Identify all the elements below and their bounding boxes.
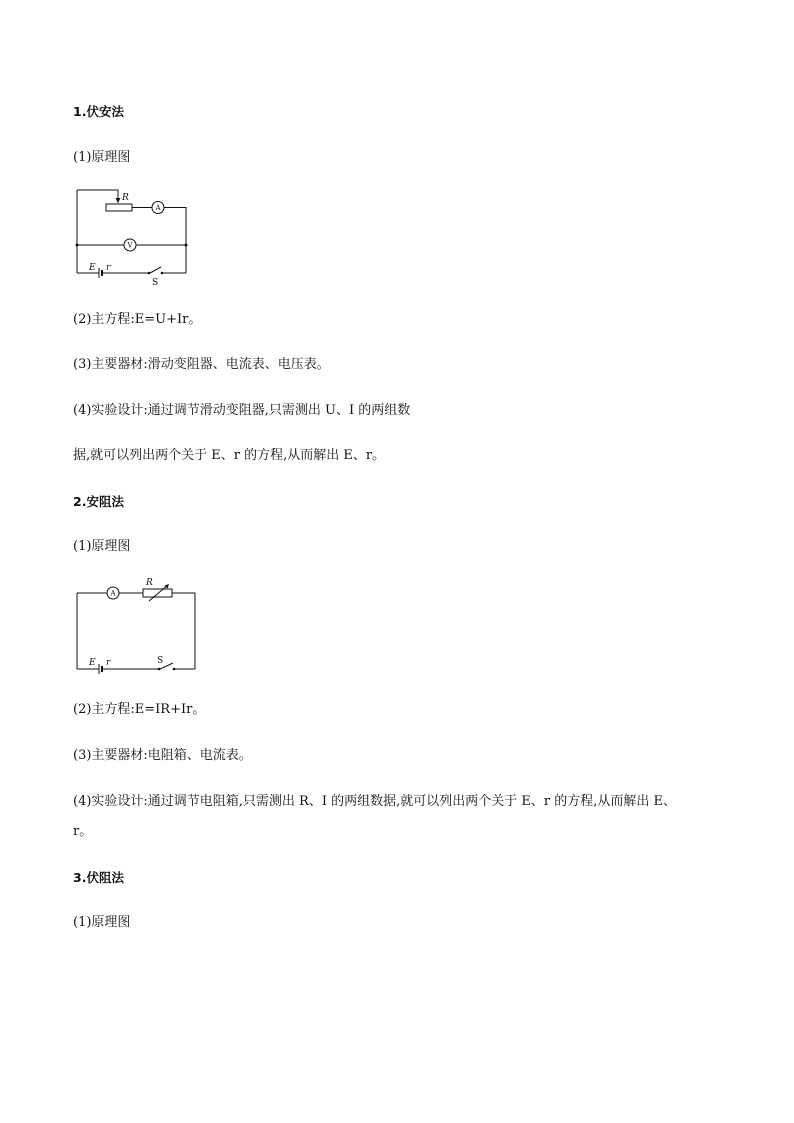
section-2-heading: 2.安阻法 bbox=[73, 494, 124, 509]
section-3-diagram-label: (1)原理图 bbox=[73, 915, 131, 930]
circuit-diagram-1 bbox=[70, 185, 200, 288]
section-2-diagram-label: (1)原理图 bbox=[73, 539, 131, 554]
section-2-equipment: (3)主要器材:电阻箱、电流表。 bbox=[73, 748, 252, 763]
section-2-design-line-1: (4)实验设计:通过调节电阻箱,只需测出 R、I 的两组数据,就可以列出两个关于 E、r 的方程,从而解出 E、 bbox=[73, 794, 676, 809]
section-3-heading: 3.伏阻法 bbox=[73, 870, 124, 885]
section-1-design-line-1: (4)实验设计:通过调节滑动变阻器,只需测出 U、I 的两组数 bbox=[73, 403, 411, 418]
circuit-2-switch-label: S bbox=[157, 656, 164, 666]
circuit-1-voltmeter-symbol: V bbox=[127, 241, 133, 250]
circuit-1-switch-label: S bbox=[152, 278, 159, 288]
section-1-design-line-2: 据,就可以列出两个关于 E、r 的方程,从而解出 E、r。 bbox=[73, 448, 386, 463]
section-1-equation: (2)主方程:E=U+Ir。 bbox=[73, 312, 202, 327]
section-1-equipment: (3)主要器材:滑动变阻器、电流表、电压表。 bbox=[73, 357, 330, 372]
section-2-equation: (2)主方程:E=IR+Ir。 bbox=[73, 702, 206, 717]
circuit-2-emf-label: E bbox=[89, 658, 96, 668]
circuit-1-ammeter-symbol: A bbox=[155, 204, 161, 212]
section-2-design-line-2: r。 bbox=[73, 824, 93, 839]
circuit-2-ammeter-symbol: A bbox=[110, 589, 116, 598]
section-1-heading: 1.伏安法 bbox=[73, 104, 124, 119]
circuit-2-resistor-label: R bbox=[146, 578, 153, 588]
circuit-1-emf-label: E bbox=[89, 263, 96, 273]
circuit-diagram-2 bbox=[70, 575, 200, 675]
section-1-diagram-label: (1)原理图 bbox=[73, 150, 131, 165]
circuit-2-internal-r-label: r bbox=[106, 658, 111, 668]
circuit-1-internal-r-label: r bbox=[106, 263, 111, 273]
circuit-1-resistor-label: R bbox=[122, 193, 129, 203]
